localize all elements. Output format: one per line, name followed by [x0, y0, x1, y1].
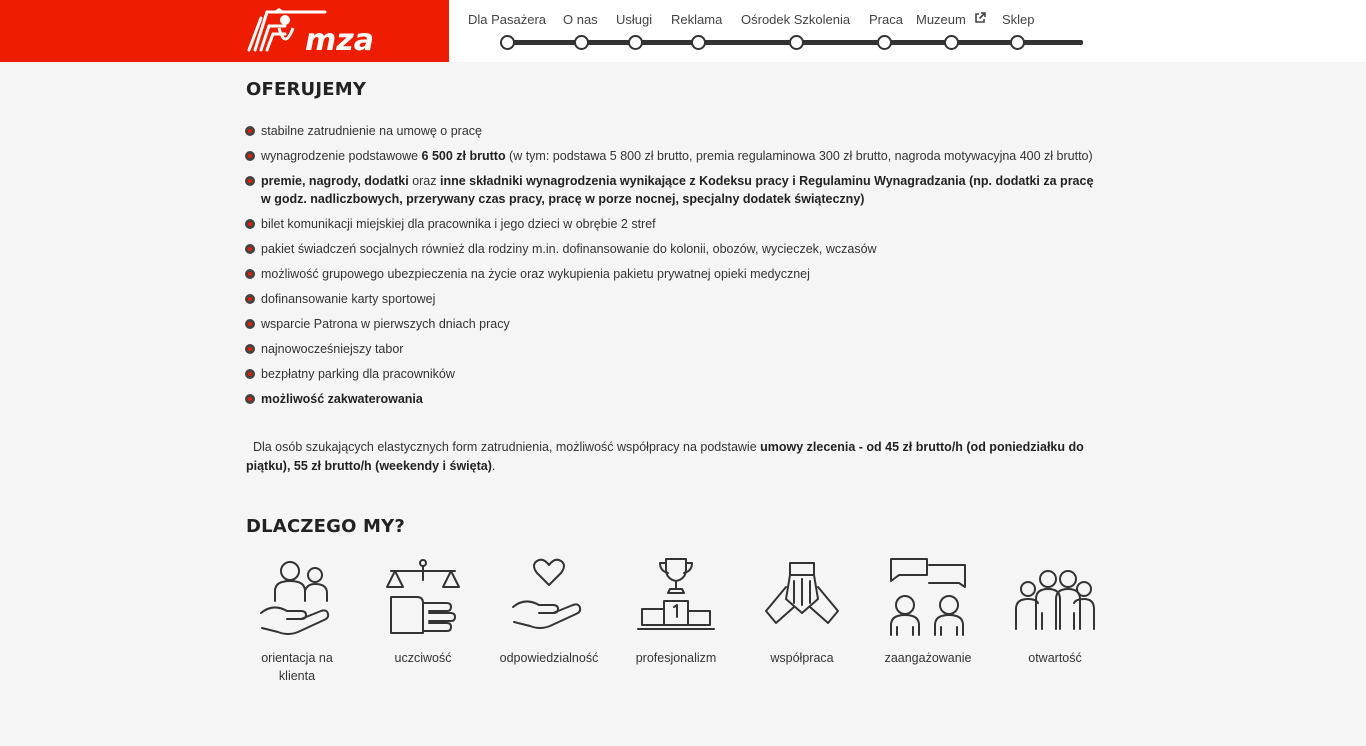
offer-item	[246, 172, 1096, 208]
main-navigation	[449, 0, 1366, 62]
value-label: orientacja na klienta	[261, 651, 333, 683]
offer-item	[246, 215, 1096, 233]
nav-stop-osrodek-szkolenia[interactable]	[789, 35, 804, 50]
bullet-icon	[245, 319, 255, 329]
site-header	[0, 0, 1366, 62]
text: stabilne zatrudnienie na umowę o pracę	[261, 124, 482, 138]
value-label: odpowiedzialność	[499, 651, 599, 665]
value-item	[494, 557, 604, 667]
offer-item	[246, 147, 1096, 165]
value-label: uczciwość	[394, 651, 452, 665]
value-item	[621, 557, 731, 667]
external-link-icon	[974, 12, 986, 24]
nav-stop-muzeum[interactable]	[944, 35, 959, 50]
people-chat-icon	[887, 557, 969, 637]
offer-heading: OFERUJEMY	[246, 79, 367, 100]
offer-item	[246, 122, 1096, 140]
value-item	[368, 557, 478, 667]
nav-item-dla-pasazera[interactable]: Dla Pasażera	[468, 12, 547, 27]
value-label: profesjonalizm	[635, 651, 717, 665]
offer-item	[246, 340, 1096, 358]
text: .	[491, 459, 496, 473]
text: możliwość grupowego ubezpieczenia na życie oraz wykupienia pakietu prywatnej opieki medycznej	[261, 267, 810, 281]
nav-item-reklama[interactable]: Reklama	[671, 12, 723, 27]
text: bezpłatny parking dla pracowników	[261, 367, 455, 381]
flexible-employment-note	[246, 438, 1098, 476]
nav-item-muzeum[interactable]	[916, 12, 986, 27]
offer-item	[246, 265, 1096, 283]
nav-stop-praca[interactable]	[877, 35, 892, 50]
text: bilet komunikacji miejskiej dla pracownika i jego dzieci w obrębie 2 stref	[261, 217, 656, 231]
why-us-heading: DLACZEGO MY?	[246, 516, 406, 537]
nav-stop-uslugi[interactable]	[628, 35, 643, 50]
bullet-icon	[245, 176, 255, 186]
bullet-icon	[245, 151, 255, 161]
bullet-icon	[245, 394, 255, 404]
bold-text: możliwość zakwaterowania	[261, 392, 423, 406]
logo-text: mza	[305, 23, 374, 54]
value-label: zaangażowanie	[884, 651, 972, 665]
bold-text: inne składniki wynagrodzenia wynikające z Kodeksu pracy i Regulaminu Wynagradzania (np. dodatki za pracę w godz. nadliczbowych, przerywany czas pracy, pracę w porze nocnej, specjalny dodatek świąteczny)	[261, 174, 1094, 206]
nav-stop-reklama[interactable]	[691, 35, 706, 50]
nav-item-o-nas[interactable]: O nas	[563, 12, 598, 27]
bullet-icon	[245, 126, 255, 136]
handshake-icon	[762, 557, 842, 637]
text: Dla osób szukających elastycznych form zatrudnienia, możliwość współpracy na podstawie	[246, 440, 761, 454]
text: dofinansowanie karty sportowej	[261, 292, 436, 306]
text: wynagrodzenie podstawowe	[261, 149, 422, 163]
company-values	[246, 557, 1106, 697]
offer-item	[246, 240, 1096, 258]
bullet-icon	[245, 344, 255, 354]
bold-text: premie, nagrody, dodatki	[261, 174, 409, 188]
bullet-icon	[245, 219, 255, 229]
text: pakiet świadczeń socjalnych również dla rodziny m.in. dofinansowanie do kolonii, obozów, wycieczek, wczasów	[261, 242, 877, 256]
heart-hand-icon	[509, 557, 589, 637]
offer-item	[246, 390, 1096, 408]
text: (w tym: podstawa 5 800 zł brutto, premia regulaminowa 300 zł brutto, nagroda motywacyjna 400 zł brutto)	[505, 149, 1093, 163]
offer-list	[246, 122, 1096, 415]
nav-item-praca[interactable]: Praca	[869, 12, 903, 27]
hand-people-icon	[257, 557, 337, 637]
scales-hand-icon	[383, 557, 463, 637]
nav-stop-dla-pasazera[interactable]	[500, 35, 515, 50]
nav-stop-sklep[interactable]	[1010, 35, 1025, 50]
nav-item-uslugi[interactable]: Usługi	[616, 12, 653, 27]
value-label: współpraca	[770, 651, 834, 665]
bullet-icon	[245, 269, 255, 279]
bullet-icon	[245, 369, 255, 379]
bold-text: 6 500 zł brutto	[421, 149, 506, 163]
mza-logo[interactable]	[245, 8, 385, 54]
text: oraz	[408, 174, 440, 188]
nav-item-muzeum-label: Muzeum	[916, 12, 966, 27]
text: wsparcie Patrona w pierwszych dniach pracy	[261, 317, 510, 331]
value-item	[242, 557, 352, 685]
nav-item-sklep[interactable]: Sklep	[1002, 12, 1035, 27]
nav-stop-o-nas[interactable]	[574, 35, 589, 50]
logo-area[interactable]	[0, 0, 449, 62]
value-label: otwartość	[1028, 651, 1082, 665]
bullet-icon	[245, 294, 255, 304]
offer-item	[246, 290, 1096, 308]
bullet-icon	[245, 244, 255, 254]
value-item	[747, 557, 857, 667]
text: najnowocześniejszy tabor	[261, 342, 404, 356]
bold-text: umowy zlecenia - od 45 zł brutto/h (od poniedziałku do piątku), 55 zł brutto/h (weekendy i święta)	[246, 440, 1088, 473]
trophy-podium-icon	[636, 557, 716, 637]
group-people-icon	[1014, 557, 1096, 637]
nav-item-osrodek-szkolenia[interactable]: Ośrodek Szkolenia	[741, 12, 851, 27]
value-item	[1000, 557, 1110, 667]
value-item	[873, 557, 983, 667]
offer-item	[246, 365, 1096, 383]
offer-item	[246, 315, 1096, 333]
